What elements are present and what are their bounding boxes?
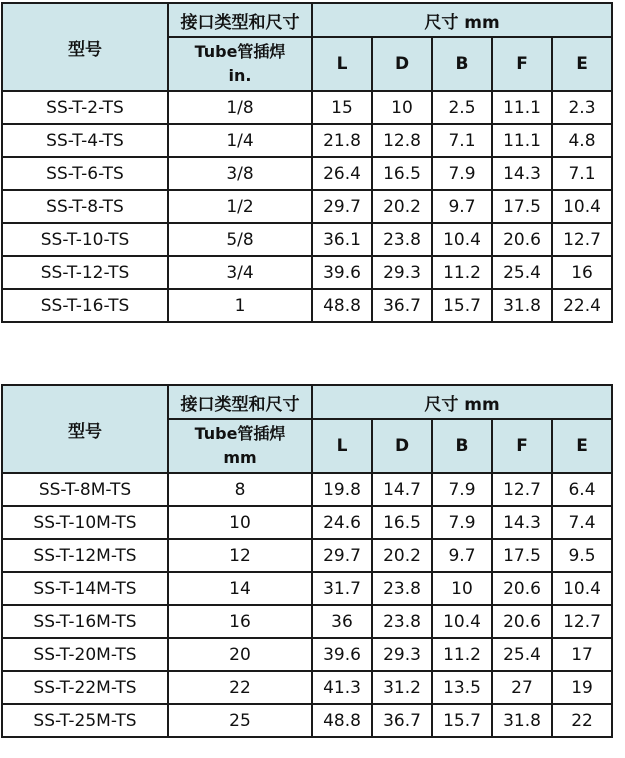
col-header-f: F <box>492 37 552 91</box>
d-cell: 36.7 <box>372 289 432 322</box>
l-cell: 29.7 <box>312 539 372 572</box>
f-cell: 20.6 <box>492 605 552 638</box>
size-header: 尺寸 mm <box>312 3 612 37</box>
l-cell: 21.8 <box>312 124 372 157</box>
table-row <box>2 157 612 190</box>
f-cell: 14.3 <box>492 157 552 190</box>
f-cell: 14.3 <box>492 506 552 539</box>
connection-size-cell: 5/8 <box>168 223 312 256</box>
model-cell: SS-T-22M-TS <box>2 671 168 704</box>
spec-table-metric <box>1 384 613 738</box>
connection-unit-label: mm <box>223 448 257 467</box>
f-cell: 25.4 <box>492 256 552 289</box>
d-cell: 14.7 <box>372 473 432 506</box>
l-cell: 26.4 <box>312 157 372 190</box>
d-cell: 31.2 <box>372 671 432 704</box>
d-cell: 29.3 <box>372 256 432 289</box>
f-cell: 25.4 <box>492 638 552 671</box>
l-cell: 48.8 <box>312 289 372 322</box>
connection-size-cell: 20 <box>168 638 312 671</box>
d-cell: 20.2 <box>372 539 432 572</box>
e-cell: 10.4 <box>552 572 612 605</box>
connection-type-label: Tube管插焊 <box>194 42 286 61</box>
model-cell: SS-T-4-TS <box>2 124 168 157</box>
connection-size-cell: 16 <box>168 605 312 638</box>
l-cell: 39.6 <box>312 638 372 671</box>
b-cell: 7.1 <box>432 124 492 157</box>
col-header-l: L <box>312 37 372 91</box>
connection-size-cell: 1/2 <box>168 190 312 223</box>
model-cell: SS-T-25M-TS <box>2 704 168 737</box>
connection-size-cell: 10 <box>168 506 312 539</box>
col-header-d: D <box>372 37 432 91</box>
b-cell: 10.4 <box>432 223 492 256</box>
l-cell: 31.7 <box>312 572 372 605</box>
table-row <box>2 506 612 539</box>
d-cell: 20.2 <box>372 190 432 223</box>
connection-header: 接口类型和尺寸 <box>168 3 312 37</box>
f-cell: 11.1 <box>492 91 552 124</box>
l-cell: 41.3 <box>312 671 372 704</box>
b-cell: 13.5 <box>432 671 492 704</box>
f-cell: 12.7 <box>492 473 552 506</box>
e-cell: 6.4 <box>552 473 612 506</box>
table-row <box>2 289 612 322</box>
model-cell: SS-T-14M-TS <box>2 572 168 605</box>
e-cell: 17 <box>552 638 612 671</box>
b-cell: 7.9 <box>432 157 492 190</box>
table-row <box>2 91 612 124</box>
connection-subheader <box>168 419 312 473</box>
l-cell: 29.7 <box>312 190 372 223</box>
connection-size-cell: 14 <box>168 572 312 605</box>
connection-subheader <box>168 37 312 91</box>
e-cell: 12.7 <box>552 605 612 638</box>
b-cell: 10 <box>432 572 492 605</box>
e-cell: 7.4 <box>552 506 612 539</box>
b-cell: 11.2 <box>432 638 492 671</box>
f-cell: 31.8 <box>492 704 552 737</box>
table-row <box>2 572 612 605</box>
connection-size-cell: 3/8 <box>168 157 312 190</box>
table-body <box>2 91 612 322</box>
table-body <box>2 473 612 737</box>
b-cell: 2.5 <box>432 91 492 124</box>
model-cell: SS-T-2-TS <box>2 91 168 124</box>
table-row <box>2 704 612 737</box>
e-cell: 19 <box>552 671 612 704</box>
d-cell: 23.8 <box>372 572 432 605</box>
d-cell: 12.8 <box>372 124 432 157</box>
col-header-b: B <box>432 419 492 473</box>
col-header-e: E <box>552 37 612 91</box>
e-cell: 10.4 <box>552 190 612 223</box>
l-cell: 24.6 <box>312 506 372 539</box>
spec-table-inch <box>1 2 613 323</box>
model-cell: SS-T-16-TS <box>2 289 168 322</box>
col-header-f: F <box>492 419 552 473</box>
model-header: 型号 <box>2 385 168 473</box>
model-cell: SS-T-20M-TS <box>2 638 168 671</box>
f-cell: 20.6 <box>492 223 552 256</box>
model-header: 型号 <box>2 3 168 91</box>
col-header-l: L <box>312 419 372 473</box>
b-cell: 11.2 <box>432 256 492 289</box>
d-cell: 23.8 <box>372 605 432 638</box>
model-cell: SS-T-6-TS <box>2 157 168 190</box>
l-cell: 48.8 <box>312 704 372 737</box>
b-cell: 9.7 <box>432 539 492 572</box>
e-cell: 4.8 <box>552 124 612 157</box>
model-cell: SS-T-8M-TS <box>2 473 168 506</box>
connection-size-cell: 1/4 <box>168 124 312 157</box>
e-cell: 22 <box>552 704 612 737</box>
f-cell: 17.5 <box>492 539 552 572</box>
d-cell: 16.5 <box>372 506 432 539</box>
connection-size-cell: 3/4 <box>168 256 312 289</box>
connection-size-cell: 12 <box>168 539 312 572</box>
e-cell: 9.5 <box>552 539 612 572</box>
l-cell: 36.1 <box>312 223 372 256</box>
model-cell: SS-T-8-TS <box>2 190 168 223</box>
table-row <box>2 223 612 256</box>
d-cell: 29.3 <box>372 638 432 671</box>
connection-size-cell: 1/8 <box>168 91 312 124</box>
model-cell: SS-T-16M-TS <box>2 605 168 638</box>
table-row <box>2 190 612 223</box>
model-cell: SS-T-12M-TS <box>2 539 168 572</box>
table-row <box>2 539 612 572</box>
l-cell: 36 <box>312 605 372 638</box>
e-cell: 7.1 <box>552 157 612 190</box>
connection-unit-label: in. <box>228 66 252 85</box>
connection-size-cell: 8 <box>168 473 312 506</box>
table-row <box>2 124 612 157</box>
col-header-d: D <box>372 419 432 473</box>
table-row <box>2 671 612 704</box>
e-cell: 12.7 <box>552 223 612 256</box>
e-cell: 22.4 <box>552 289 612 322</box>
connection-size-cell: 25 <box>168 704 312 737</box>
model-cell: SS-T-10M-TS <box>2 506 168 539</box>
model-cell: SS-T-10-TS <box>2 223 168 256</box>
b-cell: 9.7 <box>432 190 492 223</box>
connection-size-cell: 22 <box>168 671 312 704</box>
l-cell: 19.8 <box>312 473 372 506</box>
b-cell: 15.7 <box>432 704 492 737</box>
d-cell: 16.5 <box>372 157 432 190</box>
f-cell: 17.5 <box>492 190 552 223</box>
l-cell: 15 <box>312 91 372 124</box>
connection-header: 接口类型和尺寸 <box>168 385 312 419</box>
f-cell: 27 <box>492 671 552 704</box>
f-cell: 20.6 <box>492 572 552 605</box>
col-header-b: B <box>432 37 492 91</box>
e-cell: 2.3 <box>552 91 612 124</box>
d-cell: 23.8 <box>372 223 432 256</box>
table-row <box>2 256 612 289</box>
l-cell: 39.6 <box>312 256 372 289</box>
d-cell: 10 <box>372 91 432 124</box>
f-cell: 11.1 <box>492 124 552 157</box>
e-cell: 16 <box>552 256 612 289</box>
size-header: 尺寸 mm <box>312 385 612 419</box>
table-row <box>2 605 612 638</box>
col-header-e: E <box>552 419 612 473</box>
b-cell: 10.4 <box>432 605 492 638</box>
b-cell: 7.9 <box>432 473 492 506</box>
d-cell: 36.7 <box>372 704 432 737</box>
table-row <box>2 473 612 506</box>
connection-size-cell: 1 <box>168 289 312 322</box>
f-cell: 31.8 <box>492 289 552 322</box>
b-cell: 7.9 <box>432 506 492 539</box>
connection-type-label: Tube管插焊 <box>194 424 286 443</box>
table-row <box>2 638 612 671</box>
model-cell: SS-T-12-TS <box>2 256 168 289</box>
b-cell: 15.7 <box>432 289 492 322</box>
